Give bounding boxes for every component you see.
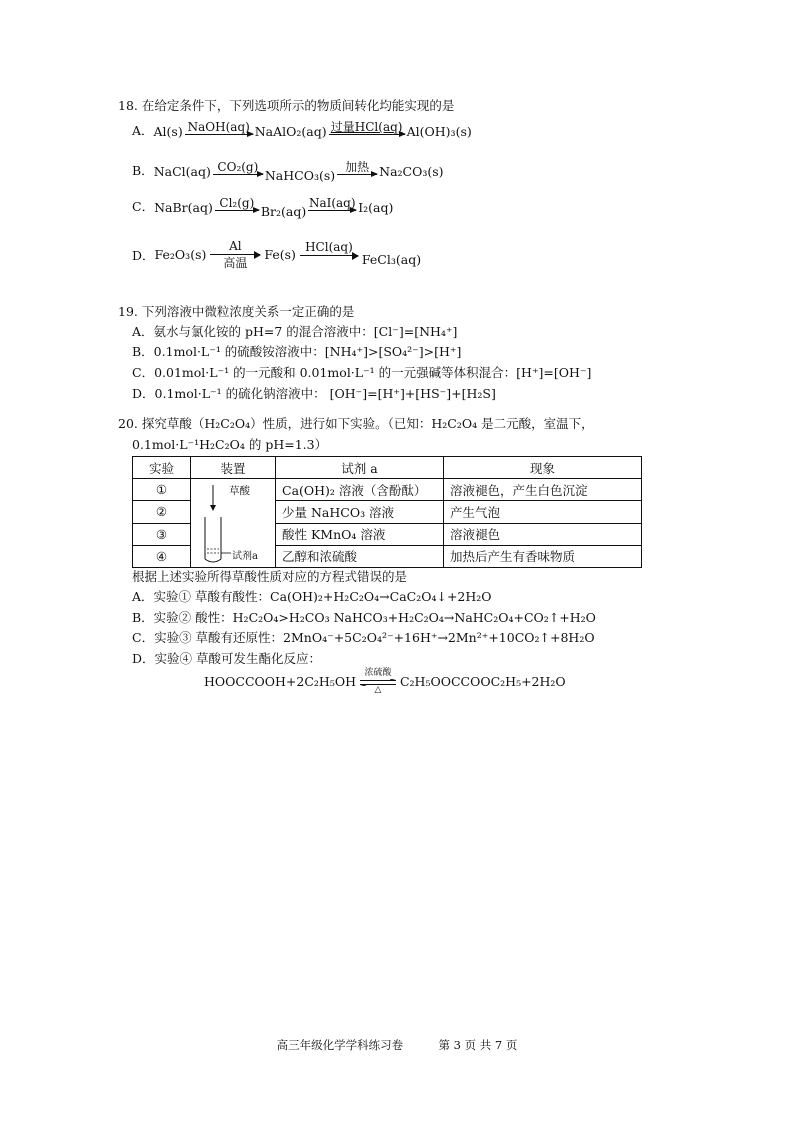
footer-course: 高三年级化学学科练习卷	[276, 1038, 404, 1052]
q19-option-b: B．0.1mol·L⁻¹ 的硫酸铵溶液中：[NH₄⁺]>[SO₄²⁻]>[H⁺]	[132, 344, 462, 359]
q20-option-b: B．实验② 酸性：H₂C₂O₄>H₂CO₃ NaHCO₃+H₂C₂O₄→NaHC₂O₄+CO₂↑+H₂O	[132, 610, 596, 625]
q20-prompt: 根据上述实验所得草酸性质对应的方程式错误的是	[132, 569, 408, 584]
arrow-condition-bottom: 高温	[223, 256, 248, 270]
q19-option-a: A．氨水与氯化铵的 pH=7 的混合溶液中：[Cl⁻]=[NH₄⁺]	[132, 324, 458, 339]
option-label: A．	[132, 123, 154, 138]
test-tube-diagram	[191, 479, 275, 567]
reaction-arrow	[300, 239, 358, 256]
table-cell: 乙醇和浓硫酸	[276, 545, 444, 567]
reaction-arrow	[185, 120, 253, 139]
arrow-condition: 加热	[345, 160, 370, 174]
reaction-arrow	[329, 120, 405, 139]
species: Br₂(aq)	[260, 204, 307, 219]
arrow-condition: NaI(aq)	[308, 196, 356, 210]
table-row	[133, 479, 642, 501]
table-cell: 少量 NaHCO₃ 溶液	[276, 501, 444, 523]
table-cell: ④	[133, 545, 191, 567]
table-header: 现象	[444, 457, 642, 479]
species: NaHCO₃(s)	[264, 168, 336, 183]
option-label: D．	[132, 247, 155, 263]
q19-option-c: C．0.01mol·L⁻¹ 的一元酸和 0.01mol·L⁻¹ 的一元强碱等体积混合：[H⁺]=[OH⁻]	[132, 365, 592, 380]
table-cell: ②	[133, 501, 191, 523]
reaction-arrow	[308, 196, 356, 215]
apparatus-label-reagent: 试剂a	[232, 551, 258, 562]
species: NaAlO₂(aq)	[254, 124, 327, 139]
species: Fe₂O₃(s)	[154, 247, 207, 262]
apparatus-cell	[191, 479, 276, 568]
species: Al(s)	[153, 124, 183, 139]
q19-stem: 19. 下列溶液中微粒浓度关系一定正确的是	[118, 304, 355, 319]
page-footer	[0, 1037, 794, 1053]
table-cell: ①	[133, 479, 191, 501]
equilibrium-arrow	[360, 668, 396, 695]
q20-stem-line1: 20. 探究草酸（H₂C₂O₄）性质，进行如下实验。（已知：H₂C₂O₄ 是二元酸，室温下，	[118, 416, 594, 431]
q20-option-a: A．实验① 草酸有酸性：Ca(OH)₂+H₂C₂O₄→CaC₂O₄↓+2H₂O	[132, 589, 492, 604]
experiment-table	[132, 456, 642, 568]
reaction-arrow	[337, 160, 377, 179]
option-label: B．	[132, 163, 154, 178]
arrow-condition: CO₂(g)	[217, 160, 259, 174]
table-header-row	[133, 457, 642, 479]
reaction-arrow	[213, 160, 263, 179]
table-cell: 产生气泡	[444, 501, 642, 523]
reaction-arrow	[210, 238, 260, 271]
table-cell: 加热后产生有香味物质	[444, 545, 642, 567]
species: NaBr(aq)	[154, 200, 213, 215]
option-label: C．	[132, 199, 155, 214]
table-cell: 溶液褪色，产生白色沉淀	[444, 479, 642, 501]
q18-stem: 18. 在给定条件下，下列选项所示的物质间转化均能实现的是	[118, 98, 455, 113]
reaction-arrow	[215, 196, 259, 215]
q19-option-d: D．0.1mol·L⁻¹ 的硫化钠溶液中： [OH⁻]=[H⁺]+[HS⁻]+[H₂S]	[132, 386, 496, 401]
species: Al(OH)₃(s)	[406, 124, 472, 139]
apparatus-label-oxalic-acid: 草酸	[229, 485, 250, 497]
species: FeCl₃(aq)	[361, 252, 422, 267]
q18-option-c	[132, 196, 394, 219]
species: NaCl(aq)	[153, 164, 211, 179]
species: Na₂CO₃(s)	[379, 164, 444, 179]
table-cell: Ca(OH)₂ 溶液（含酚酞）	[276, 479, 444, 501]
equation-catalyst: 浓硫酸	[364, 668, 392, 678]
arrow-condition: Cl₂(g)	[219, 196, 255, 210]
species: Fe(s)	[264, 247, 296, 262]
arrow-condition: 过量HCl(aq)	[330, 120, 403, 134]
esterification-equation	[204, 668, 566, 695]
table-header: 试剂 a	[276, 457, 444, 479]
equation-reactants: HOOCCOOH+2C₂H₅OH	[204, 674, 356, 689]
species: I₂(aq)	[358, 200, 394, 215]
footer-page-number: 第 3 页 共 7 页	[438, 1038, 518, 1052]
q18-option-a	[132, 120, 472, 139]
table-cell: 酸性 KMnO₄ 溶液	[276, 523, 444, 545]
equation-products: C₂H₅OOCCOOC₂H₅+2H₂O	[399, 674, 566, 689]
table-cell: ③	[133, 523, 191, 545]
q20-stem-line2: 0.1mol·L⁻¹H₂C₂O₄ 的 pH=1.3）	[132, 437, 328, 452]
table-cell: 溶液褪色	[444, 523, 642, 545]
arrow-condition-top: Al	[229, 239, 242, 253]
arrow-condition-top: HCl(aq)	[305, 240, 353, 254]
table-header: 实验	[133, 457, 191, 479]
table-header: 装置	[191, 457, 276, 479]
arrow-condition: NaOH(aq)	[187, 120, 250, 134]
q18-option-b	[132, 160, 444, 183]
q20-option-d: D．实验④ 草酸可发生酯化反应：	[132, 651, 321, 666]
q18-option-d	[132, 238, 421, 271]
equation-heat: △	[374, 685, 382, 695]
q20-option-c: C．实验③ 草酸有还原性：2MnO₄⁻+5C₂O₄²⁻+16H⁺→2Mn²⁺+10CO₂↑+8H₂O	[132, 630, 595, 645]
